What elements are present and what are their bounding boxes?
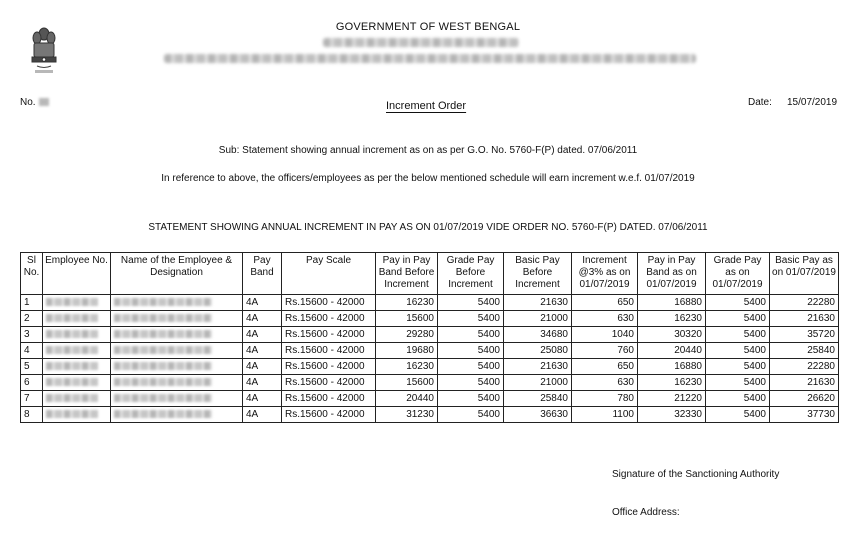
cell-pay-scale: Rs.15600 - 42000 [282, 375, 376, 391]
cell-increment: 630 [572, 311, 638, 327]
cell-pay-before: 20440 [376, 391, 438, 407]
cell-pay-after: 16880 [638, 295, 706, 311]
cell-pay-after: 30320 [638, 327, 706, 343]
table-row [21, 311, 839, 327]
cell-increment: 1100 [572, 407, 638, 423]
cell-pay-band: 4A [243, 407, 282, 423]
cell-name-redacted [111, 343, 243, 359]
cell-sl: 2 [21, 311, 43, 327]
cell-grade-after: 5400 [706, 359, 770, 375]
cell-basic-before: 21000 [504, 375, 572, 391]
cell-basic-before: 25080 [504, 343, 572, 359]
cell-basic-before: 36630 [504, 407, 572, 423]
cell-employee-no-redacted [43, 391, 111, 407]
table-row [21, 359, 839, 375]
header-pay-band: Pay Band [243, 253, 282, 295]
header-name-designation: Name of the Employee & Designation [111, 253, 243, 295]
header-pay-scale: Pay Scale [282, 253, 376, 295]
cell-pay-after: 32330 [638, 407, 706, 423]
cell-increment: 760 [572, 343, 638, 359]
header-grade-before: Grade Pay Before Increment [438, 253, 504, 295]
cell-grade-before: 5400 [438, 295, 504, 311]
cell-pay-band: 4A [243, 295, 282, 311]
cell-increment: 1040 [572, 327, 638, 343]
order-title: Increment Order [386, 100, 467, 112]
cell-increment: 630 [572, 375, 638, 391]
table-header-row [21, 253, 839, 295]
cell-employee-no-redacted [43, 311, 111, 327]
signature-label: Signature of the Sanctioning Authority [612, 469, 780, 480]
cell-grade-after: 5400 [706, 407, 770, 423]
cell-pay-scale: Rs.15600 - 42000 [282, 359, 376, 375]
redacted-office-line [164, 54, 696, 63]
cell-sl: 8 [21, 407, 43, 423]
redacted-order-number [39, 98, 49, 106]
cell-grade-before: 5400 [438, 391, 504, 407]
redacted-department-line [323, 38, 519, 47]
cell-grade-after: 5400 [706, 343, 770, 359]
cell-grade-before: 5400 [438, 407, 504, 423]
cell-pay-after: 16230 [638, 311, 706, 327]
cell-pay-after: 16880 [638, 359, 706, 375]
table-row [21, 343, 839, 359]
cell-pay-before: 15600 [376, 311, 438, 327]
cell-pay-band: 4A [243, 359, 282, 375]
cell-basic-after: 37730 [770, 407, 839, 423]
cell-name-redacted [111, 359, 243, 375]
date-label: Date: [748, 97, 772, 108]
cell-pay-before: 16230 [376, 295, 438, 311]
cell-increment: 650 [572, 359, 638, 375]
header-grade-after: Grade Pay as on 01/07/2019 [706, 253, 770, 295]
cell-basic-before: 34680 [504, 327, 572, 343]
order-number [20, 97, 49, 108]
header-sl: Sl No. [21, 253, 43, 295]
cell-grade-before: 5400 [438, 359, 504, 375]
cell-grade-after: 5400 [706, 391, 770, 407]
cell-pay-before: 19680 [376, 343, 438, 359]
cell-increment: 650 [572, 295, 638, 311]
date-value: 15/07/2019 [787, 97, 838, 108]
cell-employee-no-redacted [43, 343, 111, 359]
order-number-label: No. [20, 97, 36, 108]
cell-name-redacted [111, 375, 243, 391]
cell-grade-before: 5400 [438, 375, 504, 391]
cell-basic-after: 25840 [770, 343, 839, 359]
cell-sl: 1 [21, 295, 43, 311]
cell-pay-scale: Rs.15600 - 42000 [282, 391, 376, 407]
cell-basic-before: 21630 [504, 295, 572, 311]
cell-grade-before: 5400 [438, 327, 504, 343]
cell-pay-before: 15600 [376, 375, 438, 391]
cell-pay-after: 21220 [638, 391, 706, 407]
cell-pay-scale: Rs.15600 - 42000 [282, 327, 376, 343]
cell-employee-no-redacted [43, 359, 111, 375]
cell-sl: 7 [21, 391, 43, 407]
cell-pay-scale: Rs.15600 - 42000 [282, 407, 376, 423]
cell-employee-no-redacted [43, 375, 111, 391]
cell-sl: 4 [21, 343, 43, 359]
cell-pay-before: 16230 [376, 359, 438, 375]
cell-basic-before: 25840 [504, 391, 572, 407]
government-title: GOVERNMENT OF WEST BENGAL [335, 21, 521, 33]
cell-pay-band: 4A [243, 311, 282, 327]
header-increment: Increment @3% as on 01/07/2019 [572, 253, 638, 295]
cell-grade-after: 5400 [706, 311, 770, 327]
cell-basic-after: 22280 [770, 295, 839, 311]
cell-employee-no-redacted [43, 295, 111, 311]
cell-basic-after: 35720 [770, 327, 839, 343]
cell-pay-scale: Rs.15600 - 42000 [282, 311, 376, 327]
cell-pay-before: 29280 [376, 327, 438, 343]
table-row [21, 391, 839, 407]
header-pay-before: Pay in Pay Band Before Increment [376, 253, 438, 295]
header-basic-before: Basic Pay Before Increment [504, 253, 572, 295]
table-row [21, 375, 839, 391]
cell-sl: 6 [21, 375, 43, 391]
cell-grade-before: 5400 [438, 311, 504, 327]
subject-line: Sub: Statement showing annual increment as on as per G.O. No. 5760-F(P) dated. 07/06/2011 [218, 145, 638, 156]
cell-name-redacted [111, 327, 243, 343]
cell-basic-before: 21630 [504, 359, 572, 375]
table-row [21, 295, 839, 311]
statement-heading: STATEMENT SHOWING ANNUAL INCREMENT IN PAY AS ON 01/07/2019 VIDE ORDER NO. 5760-F(P) DATED. 07/06/2011 [148, 222, 708, 233]
cell-grade-after: 5400 [706, 327, 770, 343]
cell-employee-no-redacted [43, 407, 111, 423]
cell-basic-after: 21630 [770, 375, 839, 391]
table-row [21, 327, 839, 343]
cell-pay-band: 4A [243, 375, 282, 391]
cell-basic-after: 26620 [770, 391, 839, 407]
cell-pay-band: 4A [243, 327, 282, 343]
cell-pay-after: 16230 [638, 375, 706, 391]
cell-pay-band: 4A [243, 343, 282, 359]
cell-pay-scale: Rs.15600 - 42000 [282, 295, 376, 311]
office-address-label: Office Address: [612, 507, 680, 518]
state-emblem-icon [27, 26, 61, 76]
cell-employee-no-redacted [43, 327, 111, 343]
increment-table [20, 252, 839, 423]
cell-name-redacted [111, 295, 243, 311]
header-basic-after: Basic Pay as on 01/07/2019 [770, 253, 839, 295]
cell-basic-after: 21630 [770, 311, 839, 327]
cell-increment: 780 [572, 391, 638, 407]
cell-basic-after: 22280 [770, 359, 839, 375]
cell-name-redacted [111, 407, 243, 423]
cell-grade-before: 5400 [438, 343, 504, 359]
cell-name-redacted [111, 391, 243, 407]
cell-sl: 5 [21, 359, 43, 375]
cell-sl: 3 [21, 327, 43, 343]
cell-pay-scale: Rs.15600 - 42000 [282, 343, 376, 359]
cell-pay-before: 31230 [376, 407, 438, 423]
cell-name-redacted [111, 311, 243, 327]
table-row [21, 407, 839, 423]
cell-grade-after: 5400 [706, 375, 770, 391]
cell-pay-after: 20440 [638, 343, 706, 359]
cell-grade-after: 5400 [706, 295, 770, 311]
header-employee-no: Employee No. [43, 253, 111, 295]
header-pay-after: Pay in Pay Band as on 01/07/2019 [638, 253, 706, 295]
reference-line: In reference to above, the officers/employees as per the below mentioned schedule will earn increment w.e.f. 01/07/2019 [161, 173, 695, 184]
cell-pay-band: 4A [243, 391, 282, 407]
cell-basic-before: 21000 [504, 311, 572, 327]
